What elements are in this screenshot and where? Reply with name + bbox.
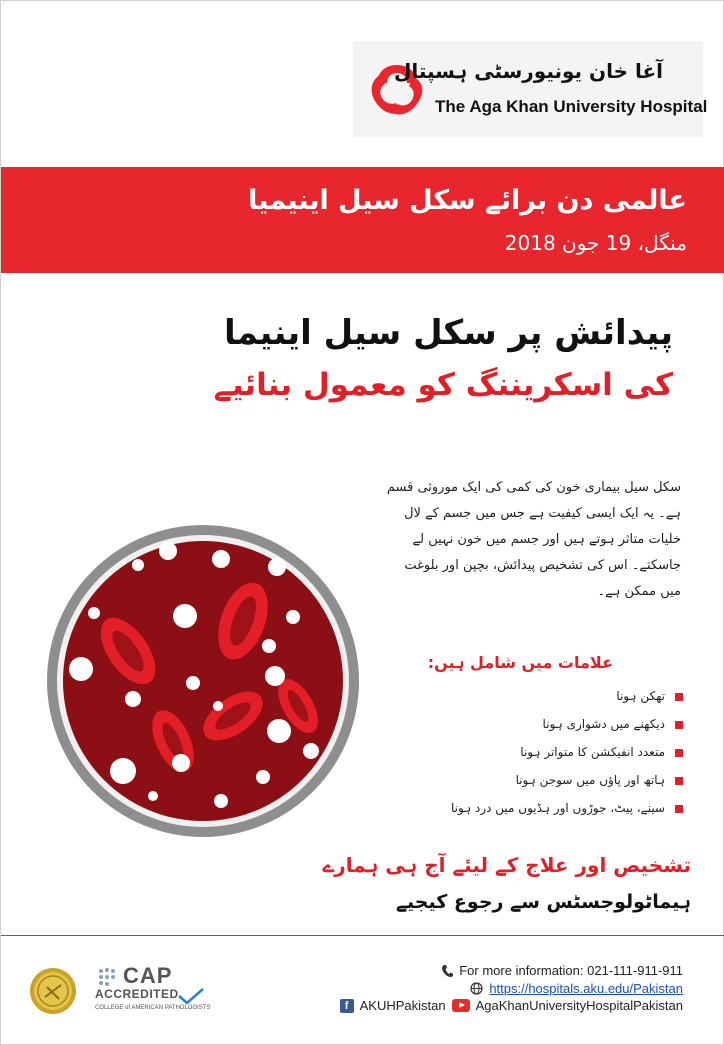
banner-title: عالمی دن برائے سکل سیل اینیمیا — [248, 185, 687, 216]
banner-date: منگل، 19 جون 2018 — [504, 231, 687, 255]
cap-accredited-badge — [93, 965, 213, 1017]
cap-college-text: COLLEGE of AMERICAN PATHOLOGISTS — [95, 1005, 211, 1011]
bullet-icon — [675, 805, 683, 813]
globe-icon — [470, 982, 483, 995]
list-item: سینے، پیٹ، جوڑوں اور ہڈیوں میں درد ہونا — [403, 797, 683, 825]
headline-line-2: کی اسکریننگ کو معمول بنائیے — [213, 367, 673, 403]
website-link[interactable]: https://hospitals.aku.edu/Pakistan — [489, 981, 683, 996]
bullet-icon — [675, 777, 683, 785]
list-item: تھکن ہونا — [403, 685, 683, 713]
youtube-icon[interactable] — [452, 999, 470, 1012]
cta-line-2: ہیماٹولوجسٹس سے رجوع کیجیے — [395, 891, 691, 913]
bullet-icon — [675, 749, 683, 757]
bullet-icon — [675, 693, 683, 701]
intro-paragraph: سکل سیل بیماری خون کی کمی کی ایک موروثی قسم ہے۔ یہ ایک ایسی کیفیت ہے جس میں جسم کے لال خلیات متاثر ہوتے ہیں اور جسم میں خون نہیں لے جاسکتے۔ اس کی تشخیص پیدائش، بچپن اور بلوغت میں ممکن ہے۔ — [386, 480, 681, 599]
facebook-handle[interactable]: AKUHPakistan — [359, 998, 446, 1013]
cap-text: CAP — [123, 963, 173, 988]
gold-seal-icon — [29, 967, 77, 1015]
checkmark-icon — [177, 987, 205, 1005]
contact-info — [441, 963, 683, 978]
social-row — [340, 998, 683, 1013]
symptoms-list — [403, 685, 683, 825]
website-row — [470, 981, 683, 996]
list-item: متعدد انفیکشن کا متواتر ہونا — [403, 741, 683, 769]
blood-cells-illustration — [43, 521, 363, 841]
event-banner — [1, 167, 724, 273]
symptoms-title: علامات میں شامل ہیں: — [427, 653, 613, 672]
cta-line-1: تشخیص اور علاج کے لیئے آج ہی ہمارے — [322, 853, 691, 877]
phone-text: For more information: 021-111-911-911 — [459, 963, 683, 978]
youtube-handle[interactable]: AgaKhanUniversityHospitalPakistan — [475, 998, 683, 1013]
phone-icon — [441, 964, 453, 978]
facebook-icon[interactable]: f — [340, 999, 354, 1013]
list-item: دیکھنے میں دشواری ہونا — [403, 713, 683, 741]
logo-urdu-text: آغا خان یونیورسٹی ہسپتال — [393, 59, 663, 83]
cap-dots-icon — [97, 967, 119, 987]
hospital-logo — [353, 41, 708, 137]
cap-accredited-text: ACCREDITED — [95, 987, 179, 1001]
headline-line-1: پیدائش پر سکل سیل اینیما — [224, 313, 673, 353]
logo-english-text: The Aga Khan University Hospital — [435, 97, 708, 116]
bullet-icon — [675, 721, 683, 729]
list-item: ہاتھ اور پاؤں میں سوجن ہونا — [403, 769, 683, 797]
footer-divider — [1, 935, 724, 936]
